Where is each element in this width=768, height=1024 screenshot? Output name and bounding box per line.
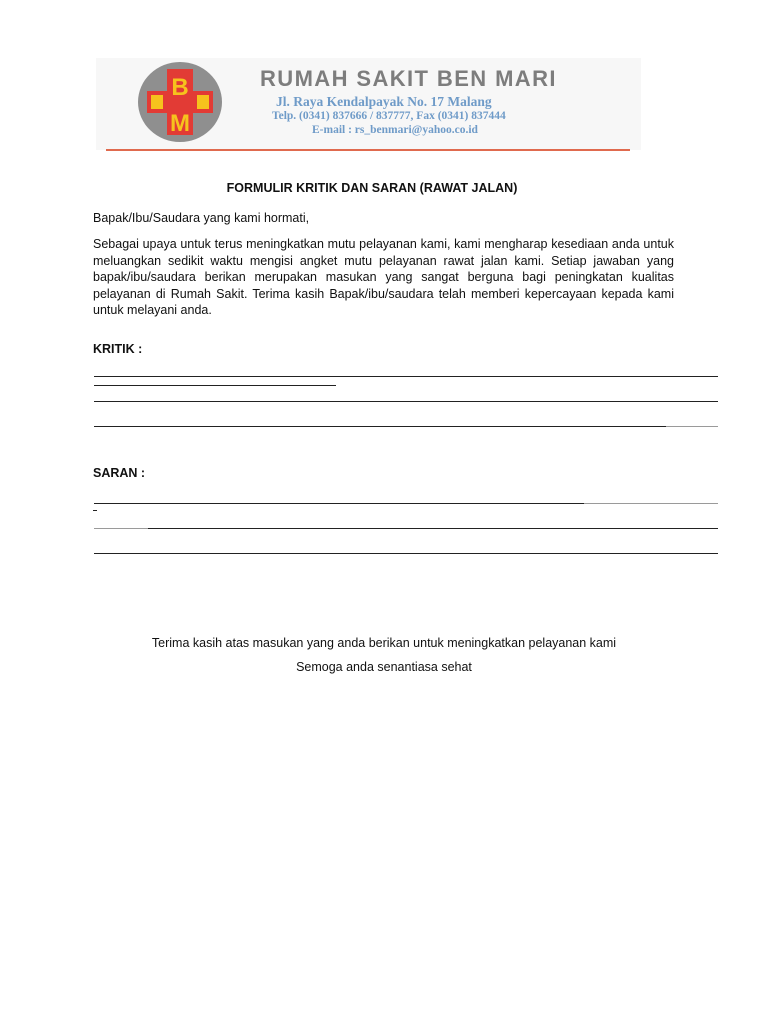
saran-line-3[interactable] [94, 553, 718, 554]
hospital-email: E-mail : rs_benmari@yahoo.co.id [312, 124, 478, 136]
kritik-label: KRITIK : [93, 342, 143, 356]
saran-line-1-tail [584, 503, 718, 504]
form-title: FORMULIR KRITIK DAN SARAN (RAWAT JALAN) [226, 181, 518, 195]
hospital-name: RUMAH SAKIT BEN MARI [260, 66, 557, 91]
svg-text:B: B [171, 74, 189, 101]
closing-thanks: Terima kasih atas masukan yang anda berikan untuk meningkatkan pelayanan kami [151, 636, 617, 650]
kritik-line-4[interactable] [94, 426, 666, 427]
saran-line-2[interactable] [148, 528, 718, 529]
hospital-phone: Telp. (0341) 837666 / 837777, Fax (0341) 837444 [272, 110, 506, 122]
kritik-line-3[interactable] [94, 401, 718, 402]
saran-line-1[interactable] [94, 503, 584, 504]
greeting: Bapak/Ibu/Saudara yang kami hormati, [93, 211, 310, 225]
kritik-line-4-tail [666, 426, 718, 427]
stray-dash [93, 510, 97, 511]
kritik-line-2[interactable] [94, 385, 336, 386]
saran-label: SARAN : [93, 466, 146, 480]
svg-text:M: M [170, 110, 190, 137]
header-divider [106, 149, 630, 151]
saran-line-2-lead [94, 528, 148, 529]
closing-wish: Semoga anda senantiasa sehat [296, 660, 472, 674]
kritik-line-1[interactable] [94, 376, 718, 377]
intro-paragraph: Sebagai upaya untuk terus meningkatkan mutu pelayanan kami, kami mengharap kesediaan anda untuk meluangkan sedikit waktu mengisi angket mutu pelayanan rawat jalan kami. Setiap jawaban yang bapak/ibu/saudara berikan merupakan masukan yang sangat berguna bagi peningkatan kualitas pelayanan di Rumah Sakit. Terima kasih Bapak/ibu/saudara telah memberi kepercayaan kepada kami untuk melayani anda. [93, 237, 674, 317]
hospital-address: Jl. Raya Kendalpayak No. 17 Malang [276, 94, 492, 109]
hospital-logo [137, 61, 223, 143]
